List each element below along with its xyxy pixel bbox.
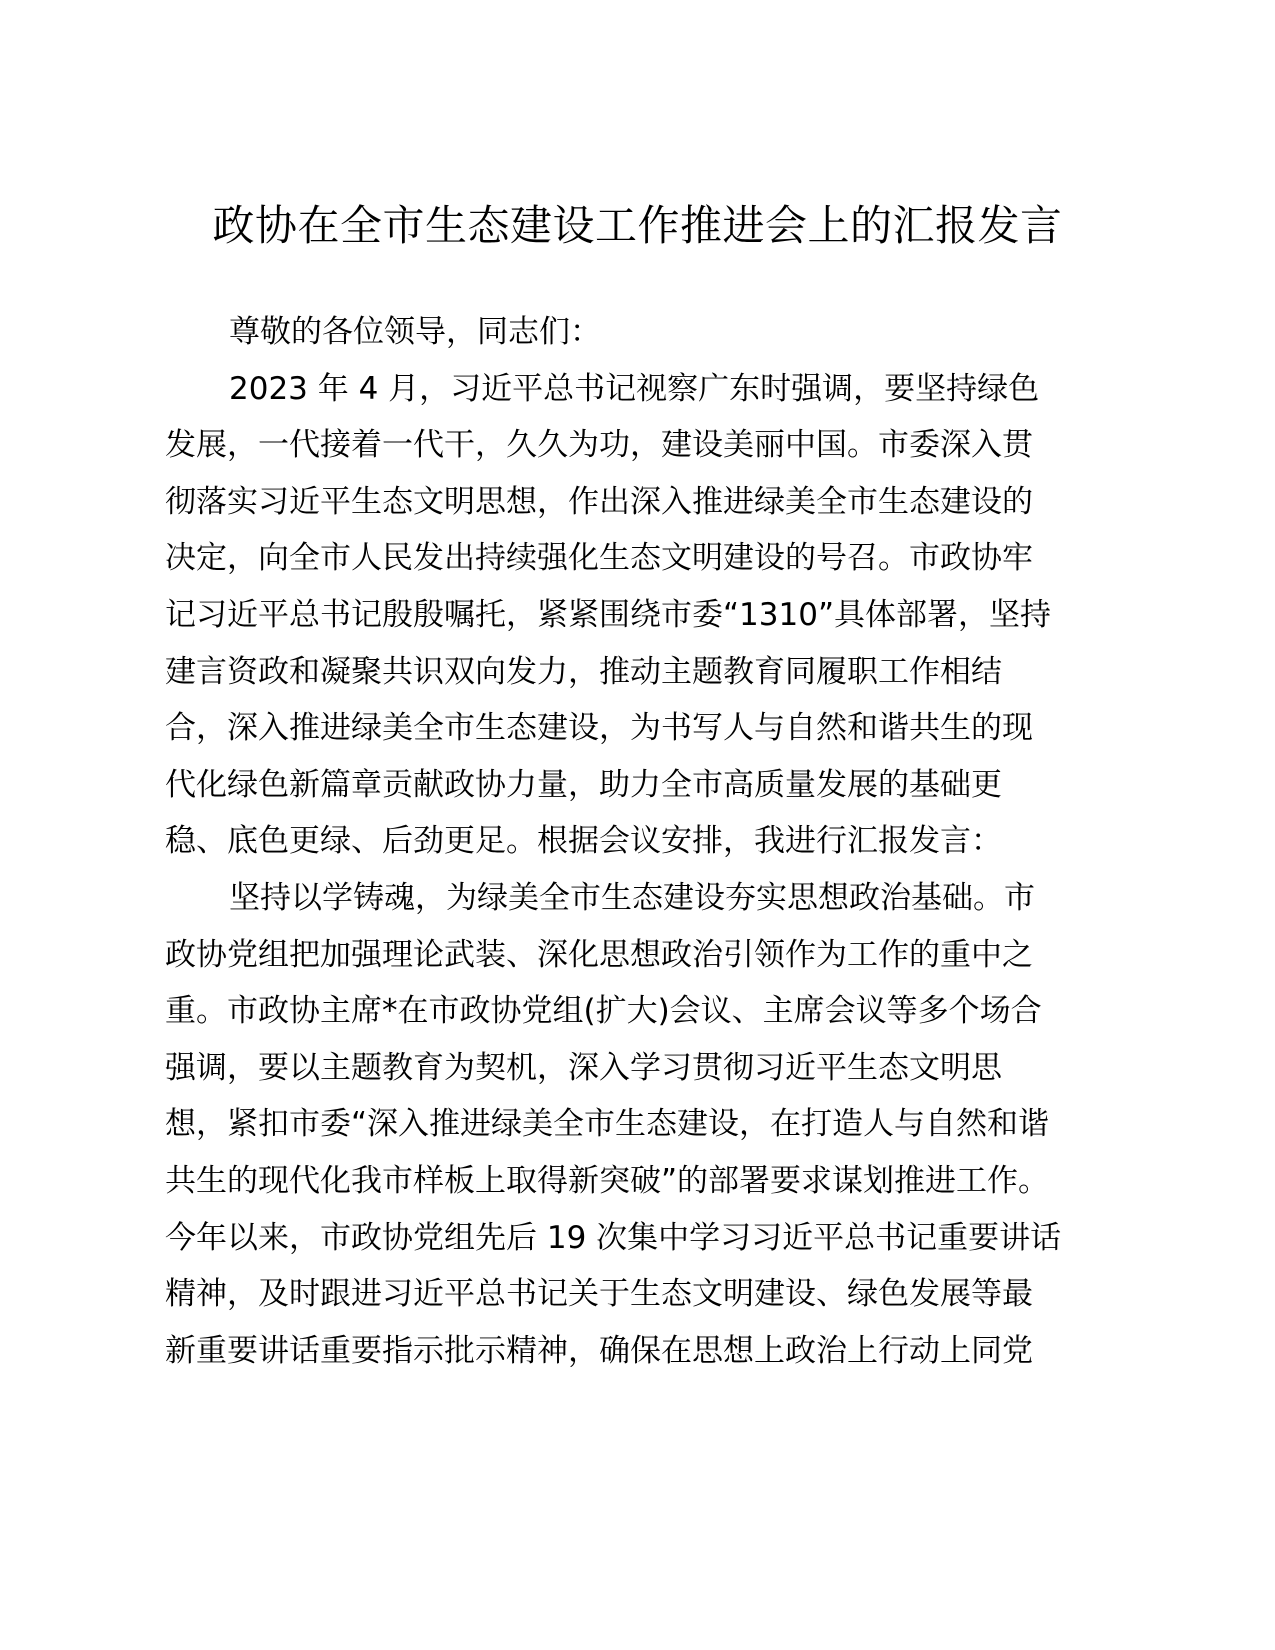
paragraph-line: 新重要讲话重要指示批示精神，确保在思想上政治上行动上同党 [165, 1332, 1033, 1369]
paragraph-line: 建言资政和凝聚共识双向发力，推动主题教育同履职工作相结 [165, 653, 1002, 690]
paragraph-line: 想，紧扣市委“深入推进绿美全市生态建设，在打造人与自然和谐 [165, 1106, 1050, 1143]
paragraph-line: 彻落实习近平生态文明思想，作出深入推进绿美全市生态建设的 [165, 483, 1033, 520]
document-title: 政协在全市生态建设工作推进会上的汇报发言 [212, 201, 1063, 250]
paragraph-line: 代化绿色新篇章贡献政协力量，助力全市高质量发展的基础更 [165, 766, 1002, 803]
paragraph-first-line: 尊敬的各位领导，同志们： [229, 314, 601, 350]
paragraph-line: 今年以来，市政协党组先后 19 次集中学习习近平总书记重要讲话 [165, 1219, 1062, 1256]
paragraph-line: 重。市政协主席*在市政协党组(扩大)会议、主席会议等多个场合 [165, 993, 1042, 1030]
paragraph-line: 决定，向全市人民发出持续强化生态文明建设的号召。市政协牢 [165, 540, 1033, 577]
paragraph-line: 强调，要以主题教育为契机，深入学习贯彻习近平生态文明思 [165, 1049, 1002, 1086]
paragraph-line: 发展，一代接着一代干，久久为功，建设美丽中国。市委深入贯 [165, 427, 1033, 464]
document-body [165, 304, 1115, 1379]
paragraph-line: 记习近平总书记殷殷嘱托，紧紧围绕市委“1310”具体部署，坚持 [165, 596, 1052, 633]
paragraph-line: 政协党组把加强理论武装、深化思想政治引领作为工作的重中之 [165, 936, 1033, 973]
paragraph-line: 精神，及时跟进习近平总书记关于生态文明建设、绿色发展等最 [165, 1276, 1033, 1313]
paragraph-line: 合，深入推进绿美全市生态建设，为书写人与自然和谐共生的现 [165, 710, 1033, 747]
paragraph-line: 共生的现代化我市样板上取得新突破”的部署要求谋划推进工作。 [165, 1162, 1050, 1199]
paragraph-first-line: 2023 年 4 月，习近平总书记视察广东时强调，要坚持绿色 [229, 370, 1040, 407]
paragraph-first-line: 坚持以学铸魂，为绿美全市生态建设夯实思想政治基础。市 [229, 879, 1035, 916]
paragraph-line: 稳、底色更绿、后劲更足。根据会议安排，我进行汇报发言： [165, 823, 1002, 860]
